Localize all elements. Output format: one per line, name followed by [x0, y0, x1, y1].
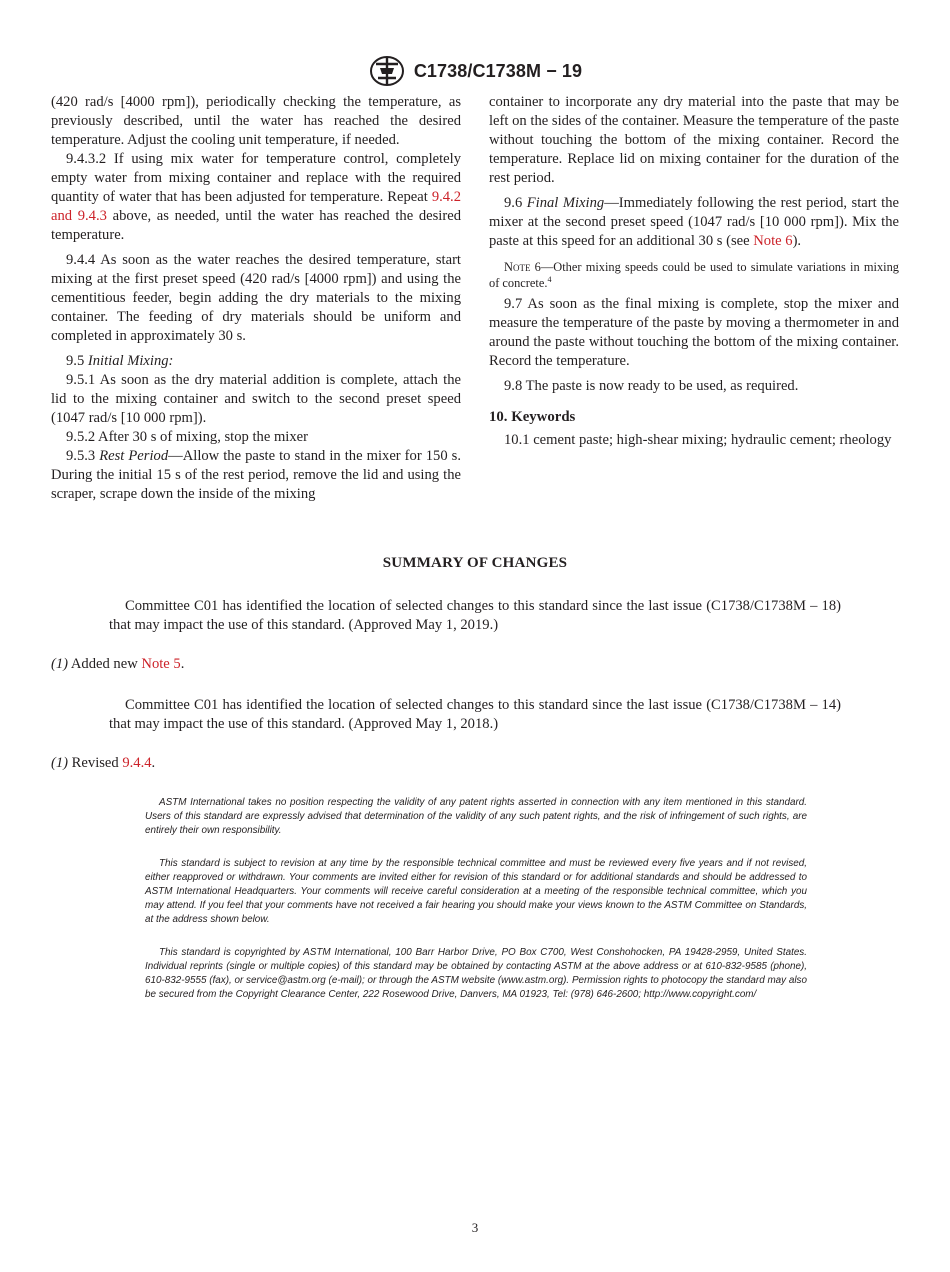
disclaimer-text: ASTM International takes no position respecting the validity of any patent rights asserted in connection with any item mentioned in this standard. Users of this standard are expressly advised that determination of the validity of any such patent rights, and the risk of infringement of such rights, are entirely their own responsibility. — [145, 797, 807, 836]
paragraph-9-4-3-2 — [51, 150, 461, 245]
note-label: Note — [504, 260, 531, 274]
keywords-heading: 10. Keywords — [489, 409, 576, 425]
disclaimer-text: This standard is copyrighted by ASTM International, 100 Barr Harbor Drive, PO Box C700, West Conshohocken, PA 19428-2959, United States. Individual reprints (single or multiple copies) of this standard may be obtained by contacting ASTM at the above address or at 610-832-9585 (phone), 610-832-9555 (fax), or service@astm.org (e-mail); or through the ASTM website (www.astm.org). Permission rights to photocopy the standard may also be secured from the Copyright Clearance Center, 222 Rosewood Drive, Danvers, MA 01923, Tel: (978) 646-2600; http://www.copyright.com/ — [145, 947, 807, 1000]
paragraph-continuation: container to incorporate any dry material into the paste that may be left on the sides of the container. Measure the temperature of the paste without touching the bottom of the mixing container. Record the temperature. Replace lid on mixing container for the duration of the rest period. — [489, 94, 899, 186]
paragraph-9-4-4: 9.4.4 As soon as the water reaches the desired temperature, start mixing at the first preset speed (420 rad/s [4000 rpm]) and using the cementitious feeder, begin adding the dry materials to the mixing container. The feeding of dry materials should be uniform and completed in approximately 30 s. — [51, 252, 461, 344]
paragraph-continuation: (420 rad/s [4000 rpm]), periodically checking the temperature, as previously described, until the water has reached the desired temperature. Adjust the cooling unit temperature, if needed. — [51, 94, 461, 148]
item-number: (1) — [51, 755, 69, 771]
change-item-2019 — [51, 655, 184, 674]
keywords-paragraph: 10.1 cement paste; high-shear mixing; hydraulic cement; rheology — [504, 432, 892, 448]
change-item-2018 — [51, 754, 155, 773]
right-column — [489, 93, 899, 450]
paragraph-text: —Allow the paste to stand in the mixer for 150 s. During the initial 15 s of the rest period, remove the lid and using the scraper, scrape down the inside of the mixing — [51, 448, 461, 502]
summary-text: Committee C01 has identified the location of selected changes to this standard since the last issue (C1738/C1738M – 18) that may impact the use of this standard. (Approved May 1, 2019.) — [109, 598, 841, 633]
document-designation: C1738/C1738M − 19 — [413, 60, 583, 81]
paragraph-text: above, as needed, until the water has reached the desired temperature. — [51, 208, 461, 243]
note-6 — [489, 259, 899, 291]
item-text: Revised — [68, 755, 123, 771]
paragraph-9-5-3 — [51, 447, 461, 504]
revision-disclaimer — [145, 857, 807, 927]
paragraph-9-6 — [489, 194, 899, 251]
section-title: Rest Period — [99, 448, 169, 464]
paragraph-9-8: 9.8 The paste is now ready to be used, as required. — [504, 378, 799, 394]
summary-paragraph-2018 — [109, 696, 841, 734]
patent-disclaimer — [145, 796, 807, 838]
page-number: 3 — [471, 1220, 479, 1235]
disclaimer-text: This standard is subject to revision at any time by the responsible technical committee and must be reviewed every five years and if not revised, either reapproved or withdrawn. Your comments are invited either for revision of this standard or for additional standards and should be addressed to ASTM International Headquarters. Your comments will receive careful consideration at a meeting of the responsible technical committee, which you may attend. If you feel that your comments have not received a fair hearing you should make your views known to the ASTM Committee on Standards, at the address shown below. — [145, 858, 807, 925]
summary-text: Committee C01 has identified the location of selected changes to this standard since the last issue (C1738/C1738M – 14) that may impact the use of this standard. (Approved May 1, 2018.) — [109, 697, 841, 732]
section-number: 9.5 — [66, 353, 88, 369]
summary-title: SUMMARY OF CHANGES — [382, 555, 568, 571]
astm-logo-icon — [368, 54, 406, 88]
paragraph-9-5-1: 9.5.1 As soon as the dry material addition is complete, attach the lid to the mixing container and switch to the second preset speed (1047 rad/s [10 000 rpm]). — [51, 372, 461, 426]
section-title: Final Mixing — [526, 195, 605, 211]
paragraph-9-7: 9.7 As soon as the final mixing is complete, stop the mixer and measure the temperature of the paste by moving a thermometer in and around the paste without touching the bottom of the mixing container. Record the temperature. — [489, 296, 899, 369]
paragraph-text: 9.4.3.2 If using mix water for temperature control, completely empty water from mixing container and replace with the required quantity of water that has been adjusted for temperature. Repeat — [51, 151, 461, 205]
footnote-ref[interactable]: 4 — [547, 275, 552, 284]
section-title: Initial Mixing: — [87, 353, 174, 369]
paragraph-text: ). — [792, 233, 802, 249]
item-text: . — [180, 656, 185, 672]
section-number: 9.6 — [504, 195, 527, 211]
paragraph-text: —Immediately following the rest period, start the mixer at the second preset speed (1047 rad/s [10 000 rpm]). Mix the paste at this speed for an additional 30 s (see — [489, 195, 899, 249]
heading-9-5 — [51, 352, 461, 371]
note-link-5[interactable]: Note 5 — [141, 656, 181, 672]
section-link-9-4-4[interactable]: 9.4.4 — [122, 755, 152, 771]
item-text: Added new — [68, 656, 142, 672]
section-number: 9.5.3 — [66, 448, 100, 464]
section-link-9-4-2[interactable]: 9.4.2 and 9.4.3 — [51, 189, 461, 224]
copyright-notice — [145, 946, 807, 1002]
page-header — [0, 54, 950, 88]
paragraph-9-5-2: 9.5.2 After 30 s of mixing, stop the mixer — [66, 429, 308, 445]
left-column — [51, 93, 461, 504]
note-text: 6—Other mixing speeds could be used to simulate variations in mixing of concrete. — [489, 260, 899, 290]
note-link-6[interactable]: Note 6 — [753, 233, 793, 249]
item-number: (1) — [51, 656, 69, 672]
summary-paragraph-2019 — [109, 597, 841, 635]
item-text: . — [151, 755, 156, 771]
